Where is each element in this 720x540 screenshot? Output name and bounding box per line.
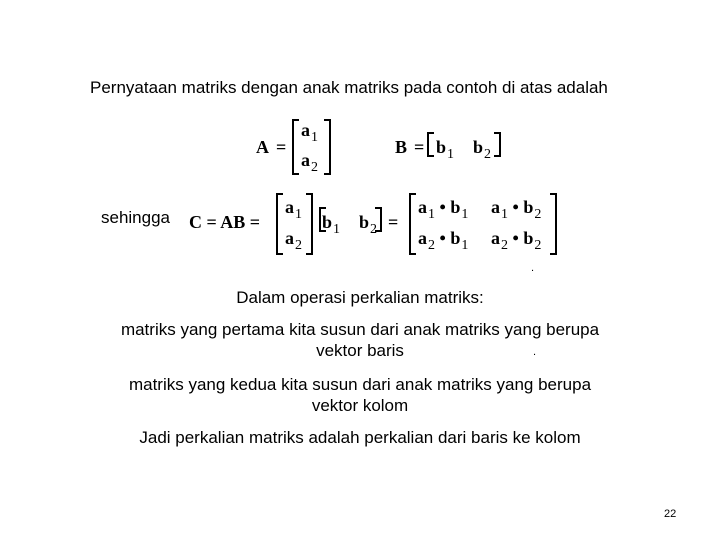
bracket-row-right	[375, 208, 381, 231]
product-row-1: $b_1$	[322, 212, 341, 237]
intro-text: Pernyataan matriks dengan anak matriks pada contoh di atas adalah	[90, 78, 608, 97]
row-vector-line-1: matriks yang pertama kita susun dari anak matriks yang berupa	[120, 320, 600, 339]
product-lhs: C = AB =	[189, 212, 261, 232]
row-vector-line-2: vektor baris	[316, 341, 404, 360]
matrix-a-label: A	[256, 137, 269, 157]
product-equals: =	[388, 212, 399, 232]
result-cell-1-1: $a_1$ • $b_1$	[418, 197, 469, 222]
matrix-a-row-1: $a_1$	[301, 120, 318, 145]
sehingga-text: sehingga	[101, 208, 171, 227]
bracket-col-right	[306, 194, 312, 254]
column-vector-line-2: vektor kolom	[311, 396, 409, 415]
bracket-b-right	[494, 133, 500, 156]
bracket-col-left	[277, 194, 283, 254]
product-col-1: $a_1$	[285, 197, 302, 222]
stray-dot-mark: .	[531, 262, 535, 274]
bracket-row-left	[320, 208, 326, 231]
bracket-result-right	[550, 194, 556, 254]
operation-heading: Dalam operasi perkalian matriks:	[236, 288, 484, 307]
product-row-2: $b_2$	[359, 212, 378, 237]
conclusion-text: Jadi perkalian matriks adalah perkalian dari baris ke kolom	[139, 428, 581, 447]
bracket-result-left	[410, 194, 416, 254]
page-number: 22	[664, 508, 677, 520]
matrix-b-col-1: $b_1$	[436, 137, 455, 162]
result-cell-2-2: $a_2$ • $b_2$	[491, 228, 542, 253]
matrix-b-col-2: $b_2$	[473, 137, 492, 162]
matrix-b-label: B	[395, 137, 408, 157]
stray-dot-mark-2: .	[533, 346, 537, 358]
matrix-b-equals: =	[414, 137, 425, 157]
matrix-a-row-2: $a_2$	[301, 150, 318, 175]
result-cell-1-2: $a_1$ • $b_2$	[491, 197, 542, 222]
product-col-2: $a_2$	[285, 228, 302, 253]
bracket-b-left	[428, 133, 434, 156]
bracket-a-left	[293, 120, 299, 174]
bracket-a-right	[324, 120, 330, 174]
matrix-a-equals: =	[276, 137, 287, 157]
column-vector-line-1: matriks yang kedua kita susun dari anak matriks yang berupa	[128, 375, 592, 394]
result-cell-2-1: $a_2$ • $b_1$	[418, 228, 469, 253]
